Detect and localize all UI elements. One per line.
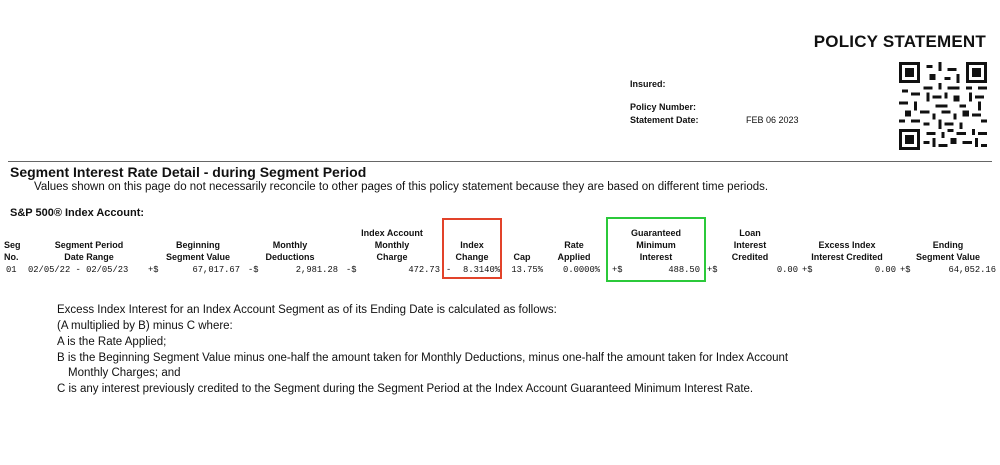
cell-index-change: 8.3140%	[463, 265, 500, 275]
header-index-charge: Index Account Monthly Charge	[361, 228, 423, 262]
header-loan-interest: Loan Interest Credited	[731, 228, 769, 262]
cell-loan-interest: 0.00	[776, 265, 798, 275]
cell-monthly-deductions: 2,981.28	[295, 265, 338, 275]
header-ending-value: Ending Segment Value	[915, 240, 981, 262]
header-rate-applied: Rate Applied	[557, 240, 591, 262]
cell-excess-sign: +$	[802, 265, 813, 275]
account-title: S&P 500® Index Account:	[10, 207, 145, 219]
qr-code-icon	[899, 62, 987, 150]
index-change-highlight	[442, 218, 502, 279]
cell-ending-value: 64,052.16	[948, 265, 996, 275]
cell-guaranteed-interest: 488.50	[668, 265, 700, 275]
section-divider	[8, 161, 992, 162]
cell-segment-period: 02/05/22 - 02/05/23	[28, 265, 129, 275]
policy-number-label: Policy Number:	[630, 102, 697, 112]
header-seg: Seg No.	[4, 240, 21, 262]
cell-beginning-sign: +$	[148, 265, 159, 275]
section-title: Segment Interest Rate Detail - during Segment Period	[10, 164, 367, 180]
explanation-line-1: Excess Index Interest for an Index Account Segment as of its Ending Date is calculated as follows:	[57, 304, 557, 316]
header-cap: Cap	[513, 252, 531, 262]
header-excess-interest: Excess Index Interest Credited	[811, 240, 883, 262]
cell-charge-sign: -$	[346, 265, 357, 275]
cell-cap: 13.75%	[511, 265, 543, 275]
insured-label: Insured:	[630, 79, 666, 89]
cell-index-change-sign: -	[446, 265, 452, 275]
explanation-line-4: B is the Beginning Segment Value minus one-half the amount taken for Monthly Deductions, minus one-half the amount taken for Index Account	[57, 352, 789, 364]
explanation-line-3: A is the Rate Applied;	[57, 336, 167, 348]
cell-deductions-sign: -$	[248, 265, 259, 275]
cell-guaranteed-sign: +$	[612, 265, 623, 275]
statement-date-value: FEB 06 2023	[746, 115, 799, 125]
cell-beginning-value: 67,017.67	[192, 265, 240, 275]
guaranteed-interest-highlight	[606, 217, 706, 282]
header-index-change: Index Change	[455, 240, 489, 262]
header-segment-period: Segment Period Date Range	[54, 240, 124, 262]
section-subtitle: Values shown on this page do not necessarily reconcile to other pages of this policy statement because they are based on different time periods.	[34, 181, 769, 193]
cell-excess-interest: 0.00	[874, 265, 896, 275]
cell-index-charge: 472.73	[408, 265, 440, 275]
explanation-line-5: Monthly Charges; and	[68, 367, 181, 379]
page-title: POLICY STATEMENT	[813, 32, 986, 51]
cell-ending-sign: +$	[900, 265, 911, 275]
header-monthly-deductions: Monthly Deductions	[265, 240, 315, 262]
explanation-line-2: (A multiplied by B) minus C where:	[57, 320, 233, 332]
explanation-line-6: C is any interest previously credited to the Segment during the Segment Period at the Index Account Guaranteed Minimum Interest Rate.	[57, 383, 754, 395]
statement-date-label: Statement Date:	[630, 115, 699, 125]
header-guaranteed-interest: Guaranteed Minimum Interest	[630, 228, 681, 262]
cell-seg: 01	[6, 265, 17, 275]
cell-loan-sign: +$	[707, 265, 718, 275]
header-beginning-value: Beginning Segment Value	[165, 240, 231, 262]
cell-rate-applied: 0.0000%	[563, 265, 600, 275]
